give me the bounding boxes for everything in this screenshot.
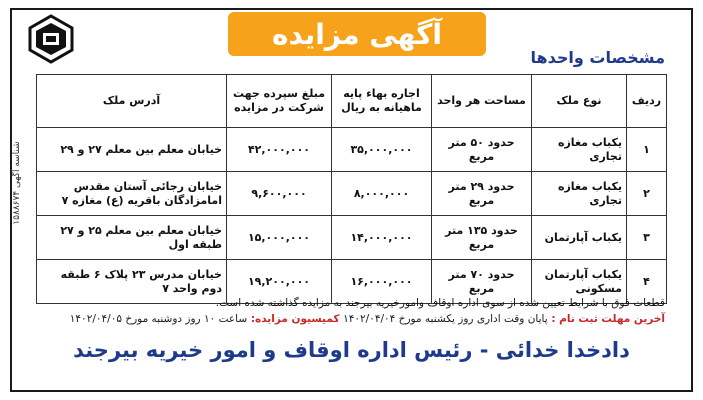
properties-table: [36, 74, 667, 304]
table-row: [37, 216, 667, 260]
column-header: ردیف: [627, 75, 667, 128]
table-cell: ۱: [627, 128, 667, 172]
column-header: مبلغ سپرده جهت شرکت در مزایده: [227, 75, 332, 128]
table-cell: ۴۲,۰۰۰,۰۰۰: [227, 128, 332, 172]
table-cell: خیابان معلم بین معلم ۲۷ و ۲۹: [37, 128, 227, 172]
table-cell: یکباب مغازه تجاری: [532, 128, 627, 172]
table-cell: ۸,۰۰۰,۰۰۰: [332, 172, 432, 216]
terms-note: قطعات فوق با شرایط تعیین شده از سوی اداره اوقاف وامورخیریه بیرجند به مزایده گذاشته شده است.: [215, 297, 665, 309]
table-cell: حدود ۷۰ متر مربع: [432, 260, 532, 304]
table-cell: ۱۹,۲۰۰,۰۰۰: [227, 260, 332, 304]
table-cell: خیابان رجائی آستان مقدس امامزادگان باقریه (ع) مغازه ۷: [37, 172, 227, 216]
table-cell: ۱۵,۰۰۰,۰۰۰: [227, 216, 332, 260]
commission-label: کمیسیون مزایده:: [250, 313, 340, 325]
signature: دادخدا خدائی - رئیس اداره اوقاف و امور خیریه بیرجند: [73, 338, 630, 362]
table-cell: ۲: [627, 172, 667, 216]
page-title: آگهی مزایده: [272, 17, 443, 51]
column-header: مساحت هر واحد: [432, 75, 532, 128]
table-cell: ۴: [627, 260, 667, 304]
table-cell: خیابان مدرس ۲۳ پلاک ۶ طبقه دوم واحد ۷: [37, 260, 227, 304]
section-heading: مشخصات واحدها: [530, 48, 665, 67]
table-cell: ۱۴,۰۰۰,۰۰۰: [332, 216, 432, 260]
table-cell: یکباب آپارتمان مسکونی: [532, 260, 627, 304]
endowment-emblem-icon: [26, 14, 76, 64]
table-cell: حدود ۵۰ متر مربع: [432, 128, 532, 172]
column-header: اجاره بهاء پایه ماهیانه به ریال: [332, 75, 432, 128]
table-cell: ۱۶,۰۰۰,۰۰۰: [332, 260, 432, 304]
table-cell: ۹,۶۰۰,۰۰۰: [227, 172, 332, 216]
table-cell: یکباب مغازه تجاری: [532, 172, 627, 216]
table-cell: خیابان معلم بین معلم ۲۵ و ۲۷ طبقه اول: [37, 216, 227, 260]
commission-text: ساعت ۱۰ روز دوشنبه مورخ ۱۴۰۲/۰۴/۰۵: [69, 313, 248, 325]
table-cell: حدود ۲۹ متر مربع: [432, 172, 532, 216]
table-header-row: [37, 75, 667, 128]
table-cell: ۳: [627, 216, 667, 260]
column-header: نوع ملک: [532, 75, 627, 128]
ad-id-note: شناسه آگهی ۱۵۸۸۶۷۴: [12, 141, 22, 225]
table-cell: حدود ۱۳۵ متر مربع: [432, 216, 532, 260]
deadline-line: [70, 313, 665, 325]
deadline-label: آخرین مهلت ثبت نام :: [551, 313, 665, 325]
table-cell: یکباب آپارتمان: [532, 216, 627, 260]
deadline-text: پایان وقت اداری روز یکشنبه مورخ ۱۴۰۲/۰۴/۰۴: [343, 313, 548, 325]
title-banner: [228, 12, 486, 56]
column-header: آدرس ملک: [37, 75, 227, 128]
table-row: [37, 128, 667, 172]
table-cell: ۳۵,۰۰۰,۰۰۰: [332, 128, 432, 172]
table-row: [37, 172, 667, 216]
